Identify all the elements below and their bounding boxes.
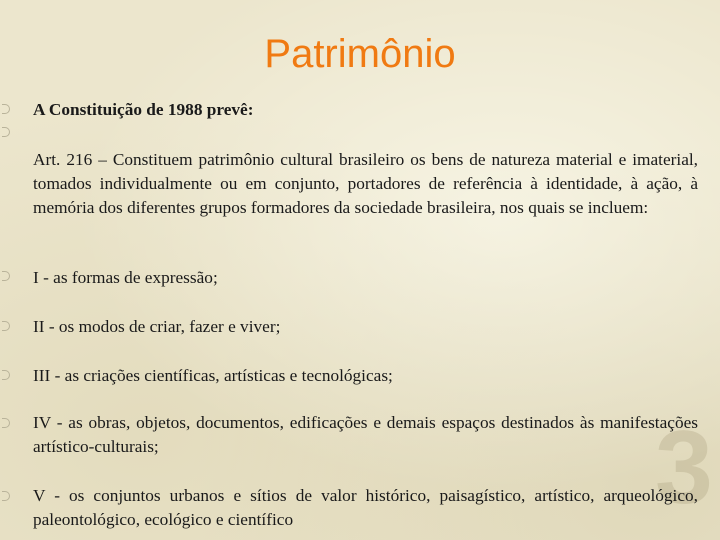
list-item: IV - as obras, objetos, documentos, edificações e demais espaços destinados às manifestações artístico-culturais; xyxy=(33,413,698,456)
bullet-icon xyxy=(2,491,10,501)
bullet-icon xyxy=(2,127,10,137)
slide-title: Patrimônio xyxy=(264,32,456,76)
article-text: Art. 216 – Constituem patrimônio cultural brasileiro os bens de natureza material e imaterial, tomados individualmente ou em conjunto, portadores de referência à identidade, à ação, à memória dos diferentes grupos formadores da sociedade brasileira, nos quais se incluem: xyxy=(33,150,698,217)
slide-number: 3 xyxy=(655,410,713,526)
list-item: II - os modos de criar, fazer e viver; xyxy=(33,317,281,336)
list-item: V - os conjuntos urbanos e sítios de valor histórico, paisagístico, artístico, arqueológico, paleontológico, ecológico e científico xyxy=(33,486,698,529)
bullet-icon xyxy=(2,321,10,331)
list-item: III - as criações científicas, artísticas e tecnológicas; xyxy=(33,366,393,385)
bullet-icon xyxy=(2,370,10,380)
bullet-icon xyxy=(2,418,10,428)
bullet-icon xyxy=(2,271,10,281)
bullet-icon xyxy=(2,104,10,114)
intro-text: A Constituição de 1988 prevê: xyxy=(33,100,254,119)
list-item: I - as formas de expressão; xyxy=(33,268,218,287)
